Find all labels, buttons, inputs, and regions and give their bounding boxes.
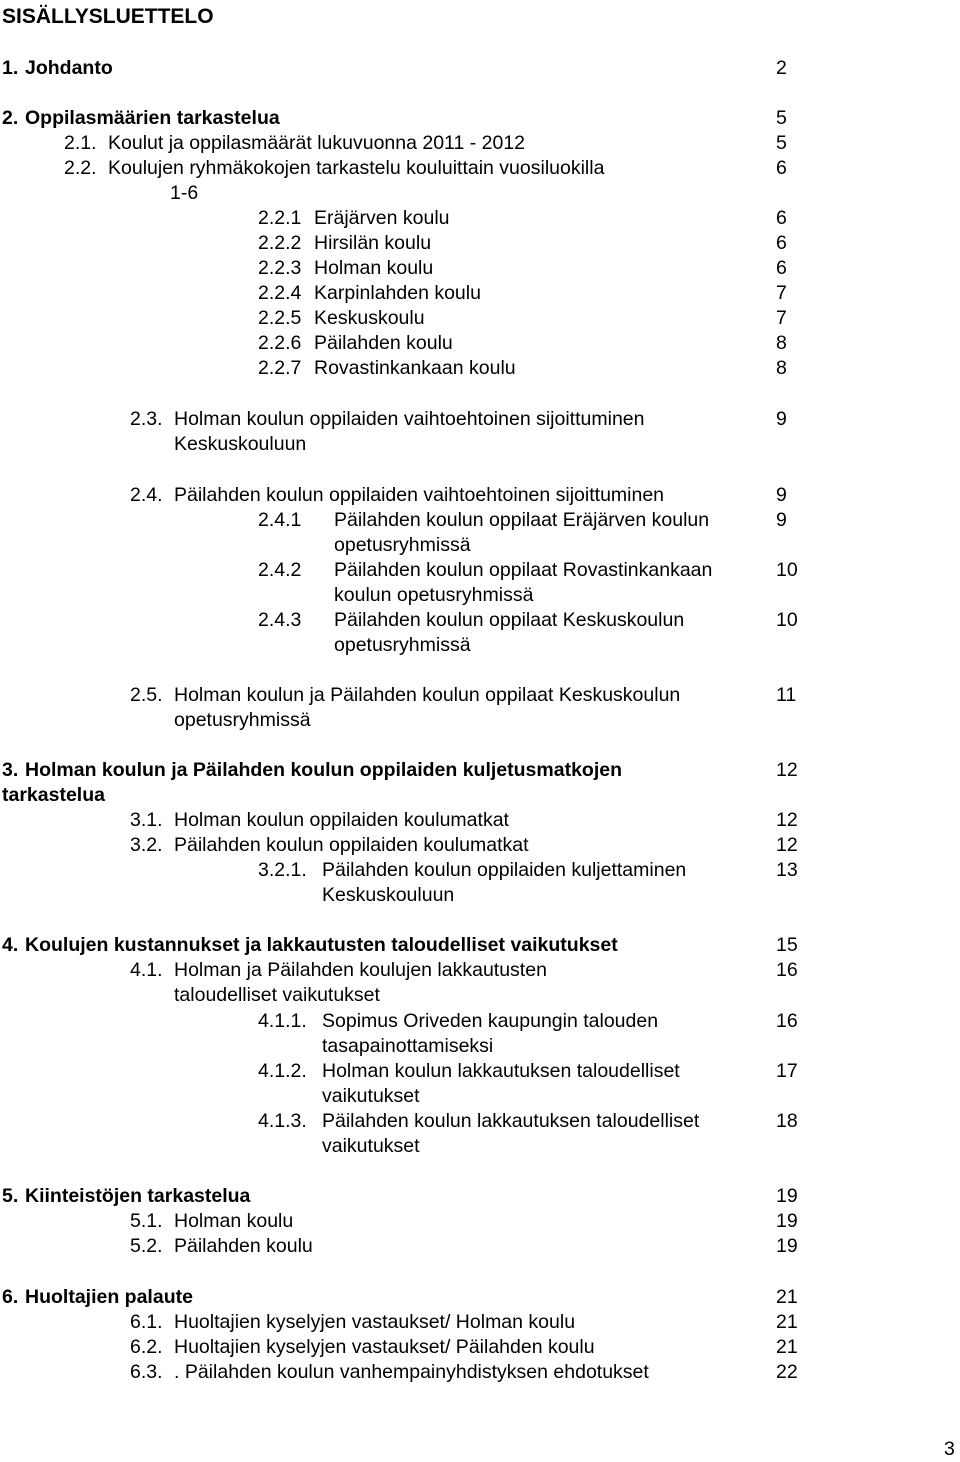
toc-entry-page: 15 [776, 934, 798, 956]
toc-entry-number: 2.2.3 [258, 257, 302, 279]
toc-entry-number: 4.1.1. [258, 1010, 307, 1032]
toc-entry-number: 2.3. [130, 408, 163, 430]
toc-entry-title-continuation: koulun opetusryhmissä [334, 584, 534, 606]
toc-entry-number: 2.2.1 [258, 207, 302, 229]
toc-entry-number: 1. [2, 57, 19, 79]
toc-entry-page: 6 [776, 257, 787, 279]
toc-entry-title: Huoltajien kyselyjen vastaukset/ Holman koulu [174, 1311, 576, 1333]
toc-entry-title-continuation: vaikutukset [322, 1085, 420, 1107]
toc-entry-number: 2.4. [130, 484, 163, 506]
toc-entry-page: 8 [776, 332, 787, 354]
toc-entry-number: 2.2.6 [258, 332, 302, 354]
toc-entry-number: 4.1. [130, 959, 163, 981]
toc-entry-title: Karpinlahden koulu [314, 282, 481, 304]
toc-entry-page: 21 [776, 1336, 798, 1358]
toc-entry-number: 6.2. [130, 1336, 163, 1358]
toc-entry-page: 7 [776, 307, 787, 329]
toc-entry-page: 7 [776, 282, 787, 304]
page-title: SISÄLLYSLUETTELO [2, 5, 214, 28]
toc-entry-number: 6. [2, 1286, 19, 1308]
toc-entry-title: Holman koulun ja Päilahden koulun oppilaiden kuljetusmatkojen [25, 759, 622, 781]
toc-entry-title: Päilahden koulun oppilaiden vaihtoehtoinen sijoittuminen [174, 484, 665, 506]
toc-entry-page: 5 [776, 107, 787, 129]
toc-entry-title: . Päilahden koulun vanhempainyhdistyksen ehdotukset [174, 1361, 649, 1383]
toc-entry-title: Holman ja Päilahden koulujen lakkautusten [174, 959, 547, 981]
toc-entry-number: 2.2. [64, 157, 97, 179]
toc-entry-number: 6.3. [130, 1361, 163, 1383]
toc-entry-title: Koulujen ryhmäkokojen tarkastelu kouluittain vuosiluokilla [108, 157, 605, 179]
toc-entry-page: 9 [776, 408, 787, 430]
toc-entry-number: 4.1.2. [258, 1060, 307, 1082]
toc-entry-title-continuation: opetusryhmissä [334, 534, 471, 556]
toc-entry-title: Päilahden koulun oppilaat Eräjärven koulun [334, 509, 710, 531]
toc-entry-number: 2.4.3 [258, 609, 302, 631]
toc-entry-page: 12 [776, 759, 798, 781]
toc-entry-page: 6 [776, 232, 787, 254]
toc-entry-page: 10 [776, 609, 798, 631]
toc-entry-number: 5.1. [130, 1210, 163, 1232]
toc-entry-page: 10 [776, 559, 798, 581]
toc-entry-title-continuation: taloudelliset vaikutukset [174, 984, 380, 1006]
page-number: 3 [944, 1438, 955, 1460]
toc-entry-title: Päilahden koulu [174, 1235, 313, 1257]
toc-entry-number: 2. [2, 107, 19, 129]
toc-entry-page: 21 [776, 1311, 798, 1333]
toc-entry-number: 5. [2, 1185, 19, 1207]
toc-entry-title: Päilahden koulun oppilaiden koulumatkat [174, 834, 529, 856]
toc-entry-page: 16 [776, 1010, 798, 1032]
toc-entry-title-continuation: tarkastelua [2, 784, 105, 806]
toc-entry-title-continuation: 1-6 [170, 182, 199, 204]
toc-entry-page: 12 [776, 834, 798, 856]
toc-entry-page: 19 [776, 1185, 798, 1207]
toc-entry-number: 5.2. [130, 1235, 163, 1257]
toc-entry-title: Johdanto [25, 57, 113, 79]
toc-entry-page: 21 [776, 1286, 798, 1308]
toc-entry-number: 3.2.1. [258, 859, 307, 881]
toc-entry-number: 3.1. [130, 809, 163, 831]
toc-entry-number: 2.4.2 [258, 559, 302, 581]
toc-entry-page: 5 [776, 132, 787, 154]
toc-entry-title: Päilahden koulu [314, 332, 453, 354]
toc-entry-title-continuation: opetusryhmissä [334, 634, 471, 656]
toc-entry-number: 2.2.4 [258, 282, 302, 304]
toc-entry-title: Päilahden koulun oppilaiden kuljettaminen [322, 859, 687, 881]
toc-entry-title: Huoltajien kyselyjen vastaukset/ Päilahden koulu [174, 1336, 595, 1358]
toc-entry-page: 2 [776, 57, 787, 79]
toc-entry-title: Huoltajien palaute [25, 1286, 193, 1308]
toc-entry-page: 19 [776, 1210, 798, 1232]
toc-entry-page: 8 [776, 357, 787, 379]
toc-entry-title: Holman koulu [174, 1210, 294, 1232]
toc-entry-title: Holman koulun ja Päilahden koulun oppilaat Keskuskoulun [174, 684, 681, 706]
toc-entry-number: 2.5. [130, 684, 163, 706]
toc-entry-number: 2.4.1 [258, 509, 302, 531]
toc-entry-title: Hirsilän koulu [314, 232, 432, 254]
toc-entry-title: Koulut ja oppilasmäärät lukuvuonna 2011 - 2012 [108, 132, 526, 154]
toc-entry-title-continuation: tasapainottamiseksi [322, 1035, 494, 1057]
toc-entry-number: 3. [2, 759, 19, 781]
toc-entry-title: Holman koulun oppilaiden koulumatkat [174, 809, 509, 831]
toc-entry-title: Eräjärven koulu [314, 207, 450, 229]
toc-entry-page: 17 [776, 1060, 798, 1082]
toc-entry-title: Keskuskoulu [314, 307, 425, 329]
toc-entry-number: 2.2.2 [258, 232, 302, 254]
toc-entry-number: 4. [2, 934, 19, 956]
toc-entry-number: 2.1. [64, 132, 97, 154]
toc-entry-title: Päilahden koulun oppilaat Rovastinkankaan [334, 559, 713, 581]
toc-entry-title: Päilahden koulun lakkautuksen taloudelliset [322, 1110, 700, 1132]
toc-entry-title: Koulujen kustannukset ja lakkautusten taloudelliset vaikutukset [25, 934, 618, 956]
toc-entry-page: 16 [776, 959, 798, 981]
toc-entry-title: Holman koulun oppilaiden vaihtoehtoinen sijoittuminen [174, 408, 645, 430]
toc-entry-page: 6 [776, 157, 787, 179]
toc-entry-title: Rovastinkankaan koulu [314, 357, 516, 379]
toc-entry-number: 3.2. [130, 834, 163, 856]
toc-entry-title-continuation: Keskuskouluun [322, 884, 455, 906]
toc-entry-page: 9 [776, 509, 787, 531]
toc-entry-title: Sopimus Oriveden kaupungin talouden [322, 1010, 659, 1032]
toc-entry-page: 6 [776, 207, 787, 229]
toc-entry-page: 11 [776, 684, 797, 706]
toc-entry-number: 6.1. [130, 1311, 163, 1333]
toc-entry-number: 4.1.3. [258, 1110, 307, 1132]
toc-entry-page: 13 [776, 859, 798, 881]
toc-entry-title-continuation: vaikutukset [322, 1135, 420, 1157]
toc-entry-page: 12 [776, 809, 798, 831]
toc-entry-title-continuation: opetusryhmissä [174, 709, 311, 731]
toc-entry-title: Holman koulu [314, 257, 434, 279]
toc-entry-page: 9 [776, 484, 787, 506]
toc-entry-title: Oppilasmäärien tarkastelua [25, 107, 280, 129]
toc-entry-page: 22 [776, 1361, 798, 1383]
toc-entry-title: Päilahden koulun oppilaat Keskuskoulun [334, 609, 685, 631]
toc-entry-title: Kiinteistöjen tarkastelua [25, 1185, 251, 1207]
toc-entry-title-continuation: Keskuskouluun [174, 433, 307, 455]
toc-entry-page: 18 [776, 1110, 798, 1132]
toc-entry-number: 2.2.7 [258, 357, 302, 379]
toc-entry-number: 2.2.5 [258, 307, 302, 329]
toc-entry-title: Holman koulun lakkautuksen taloudelliset [322, 1060, 680, 1082]
toc-entry-page: 19 [776, 1235, 798, 1257]
